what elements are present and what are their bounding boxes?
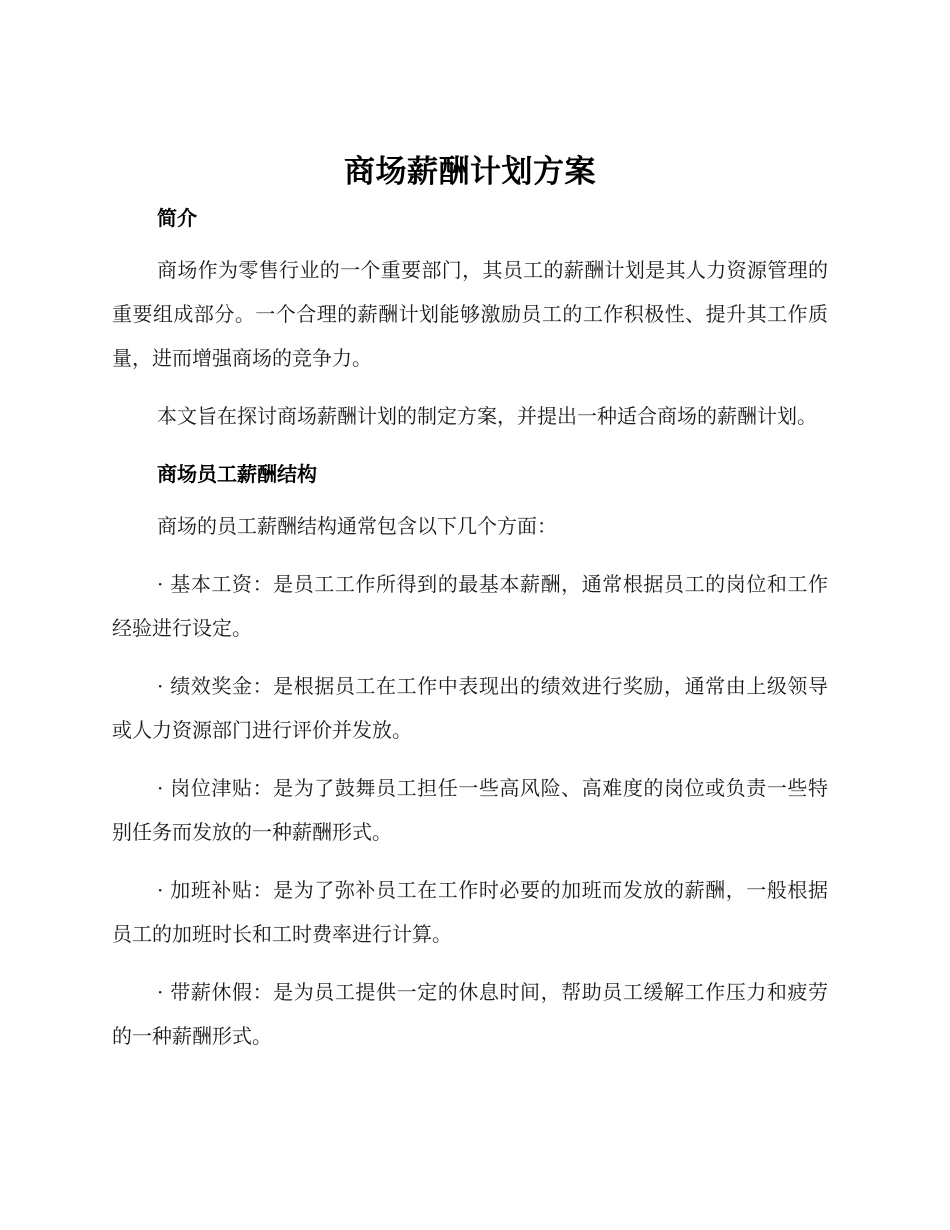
document-title: 商场薪酬计划方案: [344, 154, 596, 190]
list-item-performance-bonus: · 绩效奖金：是根据员工在工作中表现出的绩效进行奖励，通常由上级领导或人力资源部门进行评价并发放。: [112, 674, 828, 742]
section-salary-structure: [112, 452, 828, 1058]
list-item-position-allowance: · 岗位津贴：是为了鼓舞员工担任一些高风险、高难度的岗位或负责一些特别任务而发放的一种薪酬形式。: [112, 776, 828, 844]
section-heading-salary-structure: 商场员工薪酬结构: [157, 462, 317, 486]
document-page: [112, 148, 828, 1058]
list-item-base-salary: · 基本工资：是员工工作所得到的最基本薪酬，通常根据员工的岗位和工作经验进行设定。: [112, 572, 828, 640]
list-item-overtime-subsidy: · 加班补贴：是为了弥补员工在工作时必要的加班而发放的薪酬，一般根据员工的加班时长和工时费率进行计算。: [112, 878, 828, 946]
intro-paragraph-2: 本文旨在探讨商场薪酬计划的制定方案，并提出一种适合商场的薪酬计划。: [157, 404, 817, 428]
intro-paragraph-1: 商场作为零售行业的一个重要部门，其员工的薪酬计划是其人力资源管理的重要组成部分。一个合理的薪酬计划能够激励员工的工作积极性、提升其工作质量，进而增强商场的竞争力。: [112, 258, 828, 370]
salary-structure-intro: 商场的员工薪酬结构通常包含以下几个方面：: [157, 514, 557, 538]
section-intro: [112, 196, 828, 438]
list-item-paid-leave: · 带薪休假：是为员工提供一定的休息时间，帮助员工缓解工作压力和疲劳的一种薪酬形式。: [112, 980, 828, 1048]
section-heading-intro: 简介: [157, 206, 197, 230]
